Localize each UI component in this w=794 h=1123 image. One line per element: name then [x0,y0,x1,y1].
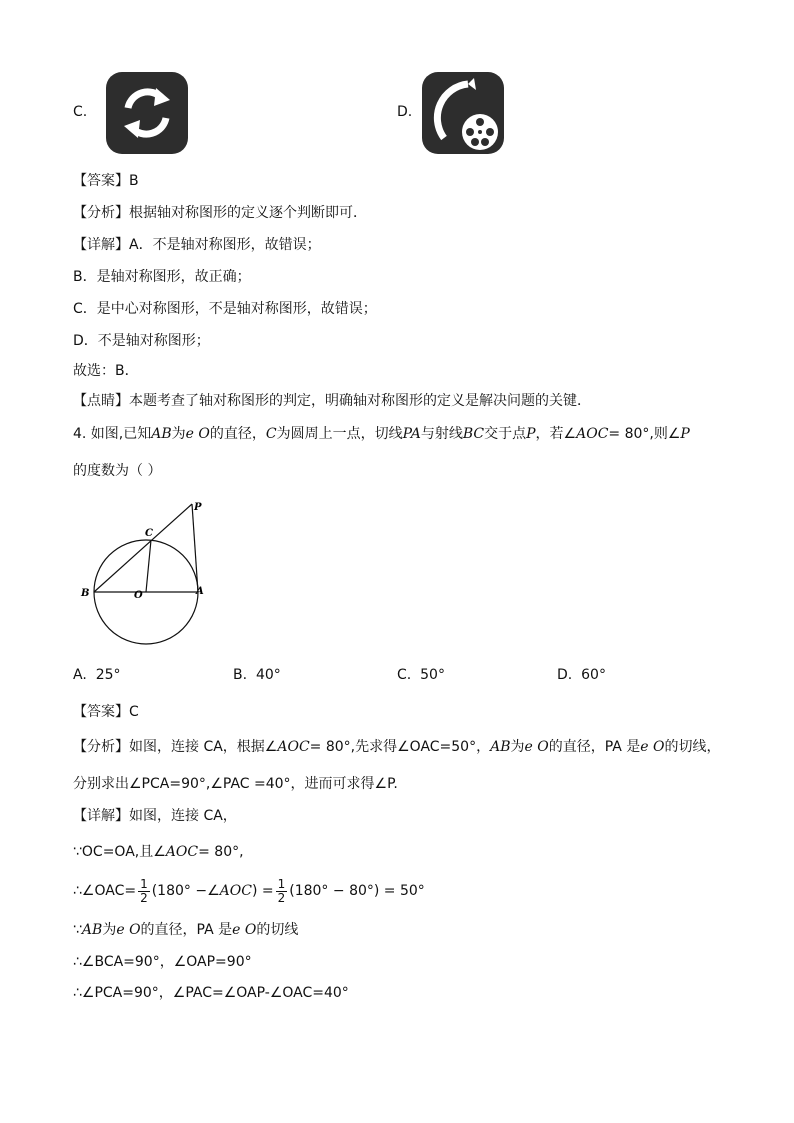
option-value: 40° [255,667,281,683]
detail-text: ∵OC=OA,且∠ [73,844,166,860]
math-circle-O: e O [232,922,257,938]
fraction-half [276,878,288,905]
q3-comment-line [73,392,591,410]
detail-text: 为 [102,922,117,938]
math-P: P [680,426,690,442]
label-O: O [134,590,143,601]
q3-detail-line-b: B．是轴对称图形，故正确； [73,269,251,285]
ray-BC [94,504,192,592]
detail-a: A．不是轴对称图形，故错误； [129,237,321,253]
q4-analysis-line-1 [73,738,721,756]
math-AOC: AOC [219,883,252,899]
q4-detail-line-1 [73,807,237,825]
q3-choose-line: 故选：B． [73,363,139,379]
option-d-letter: D. [397,104,413,120]
fraction-numerator: 1 [140,876,148,891]
analysis-tag: 【分析】 [73,739,129,755]
math-circle-O: e O [640,739,665,755]
math-AOC: AOC [576,426,609,442]
analysis-text: = 80°,先求得∠OAC=50°， [309,739,491,755]
fraction-numerator: 1 [277,876,286,891]
math-AB: AB [490,739,511,755]
answer-tag: 【答案】 [73,173,129,189]
detail-text: 的直径，PA 是 [140,922,233,938]
detail-tag: 【详解】 [73,237,129,253]
math-BC: BC [462,426,485,442]
stem-text: ，若∠ [535,426,577,442]
math-PA: PA [402,426,421,442]
detail-text: (180° − 80°) = 50° [289,883,425,899]
option-letter: C. [397,667,412,683]
analysis-text: 为 [510,739,525,755]
detail-text: (180° −∠ [151,883,220,899]
tangent-PA [192,504,198,592]
stem-text: 交于点 [484,426,527,442]
detail-text: ) = [251,883,274,899]
option-c [397,667,445,683]
math-AB: AB [151,426,172,442]
q4-stem-line-1 [73,425,690,443]
q3-detail-line-c: C．是中心对称图形，不是轴对称图形，故错误； [73,301,377,317]
math-circle-O: e O [524,739,549,755]
fraction-half [138,878,150,905]
answer-value: B [129,173,139,189]
comment-tag: 【点睛】 [73,393,129,409]
q4-detail-line-3 [73,876,425,906]
q3-analysis-line [73,204,367,222]
q4-detail-line-5: ∴∠BCA=90°，∠OAP=90° [73,954,252,970]
circle-tangent-figure [76,494,226,654]
q4-detail-line-6: ∴∠PCA=90°，∠PAC=∠OAP-∠OAC=40° [73,985,349,1001]
math-AOC: AOC [165,844,199,860]
q4-answer-line [73,703,139,721]
option-value: 60° [581,667,606,683]
option-a [73,667,121,683]
q4-analysis-line-2: 分别求出∠PCA=90°,∠PAC =40°，进而可求得∠P. [73,776,398,792]
option-d [557,667,606,683]
option-c-letter: C. [73,104,88,120]
analysis-text: 根据轴对称图形的定义逐个判断即可． [129,205,367,221]
option-value: 50° [420,667,445,683]
detail-text: 的切线 [256,922,299,938]
film-reel-icon [422,72,504,154]
math-circle-O: e O [185,426,210,442]
detail-text: = 80°, [198,844,244,860]
refresh-icon [106,72,188,154]
math-circle-O: e O [116,922,141,938]
q4-stem-line-2: 的度数为（ ） [73,463,162,479]
math-AOC: AOC [277,739,310,755]
q4-detail-line-4 [73,921,298,939]
q3-answer-line [73,172,139,190]
stem-text: 为 [171,426,186,442]
comment-text: 本题考查了轴对称图形的判定，明确轴对称图形的定义是解决问题的关键． [129,393,591,409]
option-letter: D. [557,667,573,683]
option-letter: B. [233,667,248,683]
fraction-denominator: 2 [277,890,286,905]
label-B: B [81,588,90,599]
detail-text: ∵ [73,922,82,938]
analysis-text: 如图，连接 CA，根据∠ [129,739,278,755]
option-b [233,667,281,683]
answer-value: C [129,704,139,720]
label-A: A [196,586,204,597]
label-C: C [145,528,153,539]
analysis-tag: 【分析】 [73,205,129,221]
q3-detail-line-d: D．不是轴对称图形； [73,333,210,349]
math-C: C [265,426,277,442]
math-AB: AB [81,922,103,938]
q4-detail-line-2 [73,843,244,861]
label-P: P [194,502,202,513]
answer-tag: 【答案】 [73,704,129,720]
option-letter: A. [73,667,87,683]
stem-text: 的直径， [209,426,266,442]
fraction-denominator: 2 [140,890,148,905]
stem-text: 4. 如图,已知 [73,426,152,442]
analysis-text: 的切线， [664,739,721,755]
q3-detail-line-a [73,236,321,254]
detail-tag: 【详解】 [73,808,129,824]
detail-text: ∴∠OAC= [73,883,137,899]
option-value: 25° [95,667,121,683]
analysis-text: 的直径，PA 是 [548,739,641,755]
stem-text: = 80°,则∠ [608,426,681,442]
stem-text: 为圆周上一点，切线 [276,426,403,442]
detail-text: 如图，连接 CA， [129,808,237,824]
segment-OC [146,540,151,592]
stem-text: 与射线 [420,426,463,442]
math-P: P [526,426,536,442]
